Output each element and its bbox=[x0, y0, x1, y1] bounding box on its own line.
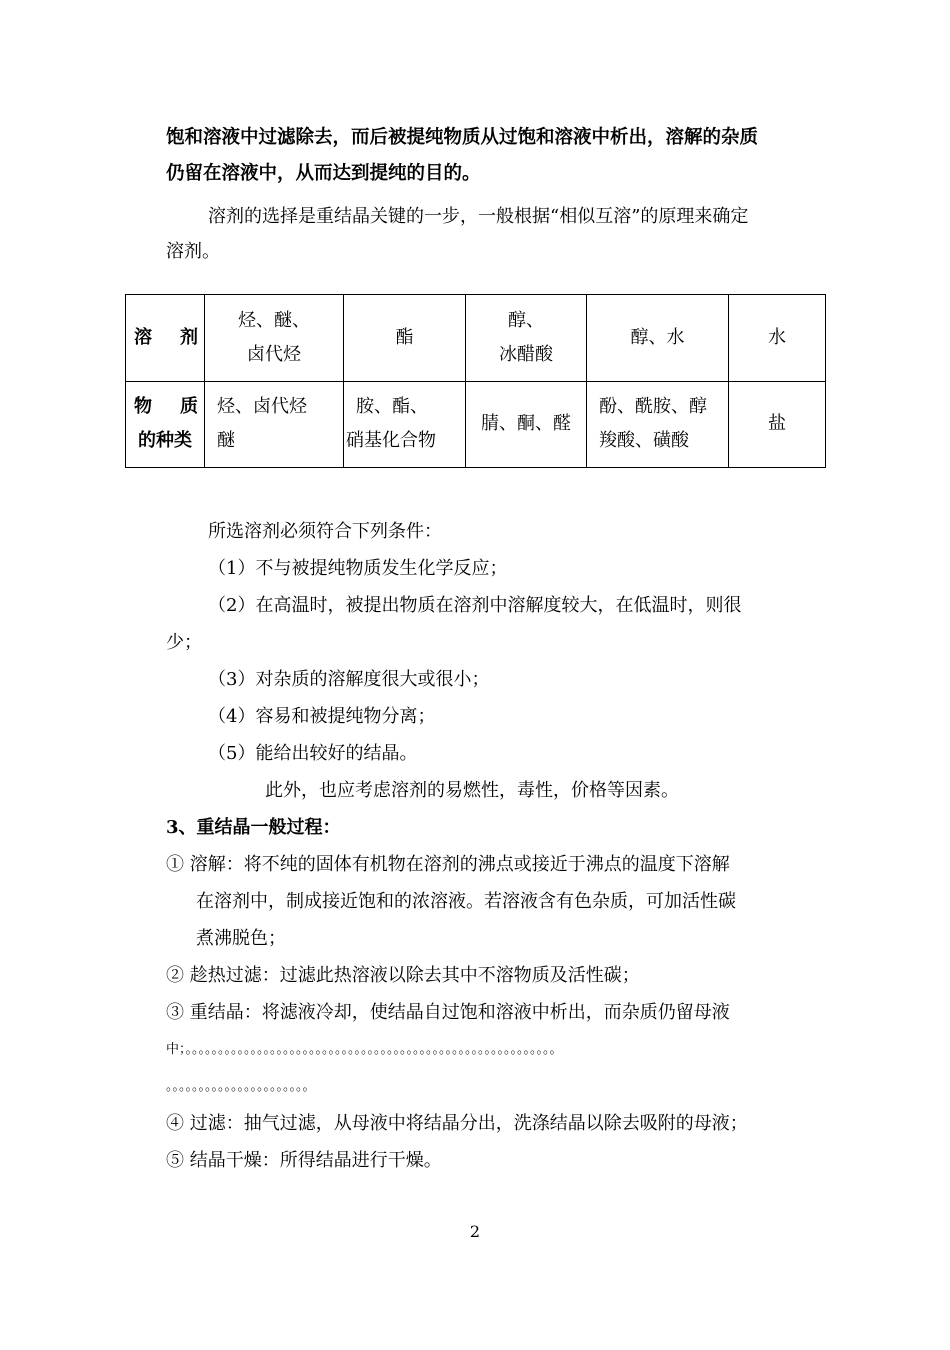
step-2: ② 趁热过滤：过滤此热溶液以除去其中不溶物质及活性碳； bbox=[166, 965, 640, 986]
table-cell: 醇、 冰醋酸 bbox=[466, 295, 587, 382]
table-row bbox=[126, 381, 826, 468]
table-cell: 烃、卤代烃 醚 bbox=[205, 381, 344, 468]
other-factors: 此外，也应考虑溶剂的易燃性，毒性，价格等因素。 bbox=[265, 780, 679, 801]
table-cell: 水 bbox=[729, 295, 826, 382]
table-cell: 醇、水 bbox=[587, 295, 729, 382]
step-3-line-3: 。。。。。。。。。。。。。。。。。。。。。。 bbox=[166, 1079, 316, 1094]
table-cell: 胺、酯、 硝基化合物 bbox=[344, 381, 466, 468]
page-number: 2 bbox=[469, 1222, 481, 1241]
condition-5: （5）能给出较好的结晶。 bbox=[208, 743, 418, 764]
table-cell: 盐 bbox=[729, 381, 826, 468]
table-cell: 烃、醚、 卤代烃 bbox=[205, 295, 344, 382]
step-1-line-1: ① 溶解：将不纯的固体有机物在溶剂的沸点或接近于沸点的温度下溶解 bbox=[166, 854, 730, 875]
intro-bold-line-2: 仍留在溶液中，从而达到提纯的目的。 bbox=[166, 163, 481, 184]
table-header-solvent: 溶 剂 bbox=[126, 295, 205, 382]
table-cell: 酯 bbox=[344, 295, 466, 382]
condition-3: （3）对杂质的溶解度很大或很小； bbox=[208, 669, 490, 690]
solvent-table bbox=[125, 294, 826, 468]
step-4: ④ 过滤：抽气过滤，从母液中将结晶分出，洗涤结晶以除去吸附的母液； bbox=[166, 1113, 748, 1134]
conditions-title: 所选溶剂必须符合下列条件： bbox=[208, 521, 442, 542]
condition-4: （4）容易和被提纯物分离； bbox=[208, 706, 436, 727]
step-3-line-2: 中；。。。。。。。。。。。。。。。。。。。。。。。。。。。。。。。。。。。。。。。。。。。。。。。。。。。。。。。。。 bbox=[166, 1042, 563, 1057]
condition-2-line-2: 少； bbox=[166, 632, 202, 653]
condition-1: （1）不与被提纯物质发生化学反应； bbox=[208, 558, 508, 579]
process-heading: 3、重结晶一般过程： bbox=[166, 817, 341, 838]
step-3-line-1: ③ 重结晶：将滤液冷却，使结晶自过饱和溶液中析出，而杂质仍留母液 bbox=[166, 1002, 730, 1023]
condition-2-line-1: （2）在高温时，被提出物质在溶剂中溶解度较大，在低温时，则很 bbox=[208, 595, 742, 616]
table-header-substance-type: 物 质 的种类 bbox=[126, 381, 205, 468]
table-row bbox=[126, 295, 826, 382]
table-cell: 腈、酮、醛 bbox=[466, 381, 587, 468]
solvent-choice-line-1: 溶剂的选择是重结晶关键的一步，一般根据“相似互溶”的原理来确定 bbox=[208, 206, 749, 227]
step-1-line-3: 煮沸脱色； bbox=[196, 928, 286, 949]
step-1-line-2: 在溶剂中，制成接近饱和的浓溶液。若溶液含有色杂质，可加活性碳 bbox=[196, 891, 736, 912]
step-5: ⑤ 结晶干燥：所得结晶进行干燥。 bbox=[166, 1150, 442, 1171]
solvent-choice-line-2: 溶剂。 bbox=[166, 241, 220, 262]
intro-bold-line-1: 饱和溶液中过滤除去，而后被提纯物质从过饱和溶液中析出，溶解的杂质 bbox=[166, 127, 759, 148]
table-cell: 酚、酰胺、醇 羧酸、磺酸 bbox=[587, 381, 729, 468]
